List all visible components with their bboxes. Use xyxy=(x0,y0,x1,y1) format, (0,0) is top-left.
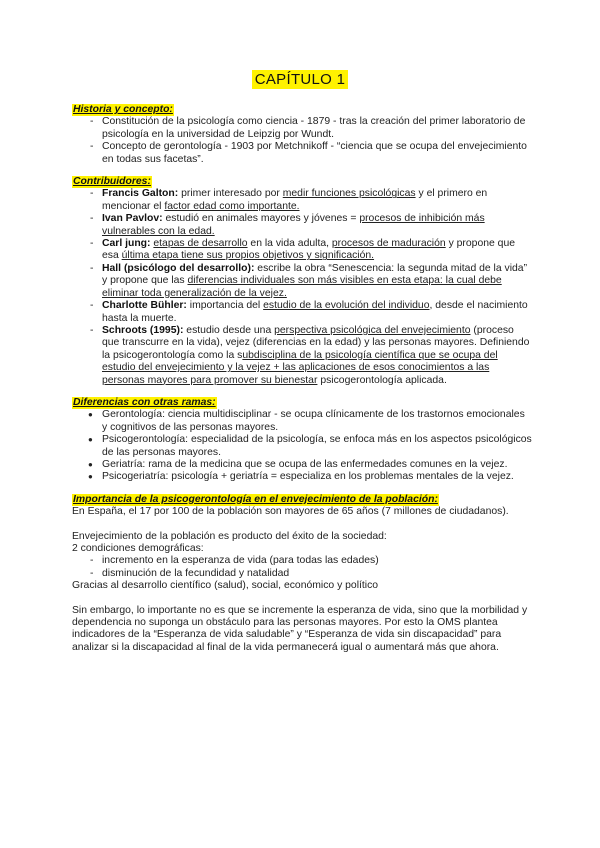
underlined-text: procesos de inhibición más vulnerables con la edad. xyxy=(102,213,485,237)
contributors-list xyxy=(72,188,532,387)
underlined-text: etapas de desarrollo xyxy=(153,238,248,250)
section-importance xyxy=(72,494,532,654)
contributor-name: Charlotte Bühler: xyxy=(102,300,187,312)
contributor-pavlov xyxy=(72,213,532,238)
history-list xyxy=(72,116,532,166)
section-heading-differences: Diferencias con otras ramas: xyxy=(73,396,216,408)
text: y propone que esa xyxy=(102,238,516,262)
contributor-name: Schroots (1995): xyxy=(102,324,184,336)
document-body xyxy=(72,104,532,664)
contributor-name: Carl jung: xyxy=(102,238,151,250)
text: psicogerontología aplicada. xyxy=(317,374,447,386)
paragraph-conditions: 2 condiciones demográficas: xyxy=(72,543,204,554)
paragraph-thanks: Gracias al desarrollo científico (salud), social, económico y político xyxy=(72,580,379,592)
list-item: - incremento en la esperanza de vida (para todas las edades) xyxy=(72,555,532,567)
chapter-title: CAPÍTULO 1 xyxy=(252,70,349,89)
contributor-hall xyxy=(72,263,532,300)
contributor-name: Francis Galton: xyxy=(102,188,179,200)
text: , desde el nacimiento hasta la muerte. xyxy=(102,300,528,324)
contributor-buhler xyxy=(72,300,532,325)
list-item: ● Psicogerontología: especialidad de la psicología, se enfoca más en los aspectos psicológicos de las personas mayores. xyxy=(72,434,532,459)
paragraph-oms: Sin embargo, lo importante no es que se incremente la esperanza de vida, sino que la morbilidad y dependencia no suponga un obstáculo para las personas mayores. Por esto la OMS plantea indicadores de la “Esperanza de vida saludable” y “Esperanza de vida sin discapacidad” para analizar si la discapacidad al final de la vida permanecerá igual o aumentará más que ahora. xyxy=(72,604,528,653)
contributor-galton xyxy=(72,188,532,213)
underlined-text: diferencias individuales son más visibles en esta etapa: la cual debe eliminar toda generalización de la vejez. xyxy=(102,275,502,299)
paragraph-aging: Envejecimiento de la población es producto del éxito de la sociedad: xyxy=(72,530,387,542)
underlined-text: última etapa tiene sus propios objetivos y significación. xyxy=(121,250,375,262)
section-heading-importance: Importancia de la psicogerontología en el envejecimiento de la población: xyxy=(73,493,438,505)
spacer xyxy=(72,519,532,531)
text: estudio desde una xyxy=(183,324,275,336)
list-item: ● Geriatría: rama de la medicina que se ocupa de las enfermedades comunes en la vejez. xyxy=(72,459,532,471)
contributor-schroots xyxy=(72,325,532,387)
list-item: - Constitución de la psicología como ciencia - 1879 - tras la creación del primer laboratorio de psicología en la universidad de Leipzig por Wundt. xyxy=(72,116,532,141)
text: importancia del xyxy=(186,300,264,312)
contributor-jung xyxy=(72,238,532,263)
underlined-text: factor edad como importante. xyxy=(164,200,300,212)
section-differences xyxy=(72,397,532,484)
text: en la vida adulta, xyxy=(247,238,332,250)
underlined-text: estudio de la evolución del individuo xyxy=(263,300,430,312)
text: escribe la obra “Senescencia: la segunda mitad de la vida” y propone que las xyxy=(102,262,528,287)
title-wrap xyxy=(0,70,600,89)
text: estudió en animales mayores y jóvenes = xyxy=(162,213,360,225)
section-history xyxy=(72,104,532,166)
list-item: - disminución de la fecundidad y natalidad xyxy=(72,568,532,580)
conditions-list xyxy=(72,555,532,580)
contributor-name: Hall (psicólogo del desarrollo): xyxy=(102,262,255,274)
list-item: ● Gerontología: ciencia multidisciplinar - se ocupa clínicamente de los trastornos emocionales y cognitivos de las personas mayores. xyxy=(72,409,532,434)
paragraph-spain: En España, el 17 por 100 de la población son mayores de 65 años (7 millones de ciudadanos). xyxy=(72,506,509,518)
spacer xyxy=(72,593,532,605)
text: (proceso que transcurre en la vida), vejez (diferencias en la edad) y las personas mayores. Definiendo la psicogerontología como la s xyxy=(102,324,530,361)
section-contributors xyxy=(72,176,532,387)
section-heading-contributors: Contribuidores: xyxy=(73,176,151,188)
underlined-text: medir funciones psicológicas xyxy=(282,188,416,200)
differences-list xyxy=(72,409,532,483)
underlined-text: procesos de maduración xyxy=(331,238,446,250)
text: y el primero en mencionar el xyxy=(102,188,488,212)
text: primer interesado por xyxy=(178,188,283,200)
contributor-name: Ivan Pavlov: xyxy=(102,213,163,225)
underlined-text: perspectiva psicológica del envejecimiento xyxy=(274,324,471,336)
section-heading-history: Historia y concepto: xyxy=(73,104,173,115)
list-item: ● Psicogeriatría: psicología + geriatría = especializa en los problemas mentales de la vejez. xyxy=(72,471,532,483)
list-item: - Concepto de gerontología - 1903 por Metchnikoff - “ciencia que se ocupa del envejecimiento en todas sus facetas”. xyxy=(72,141,532,166)
underlined-text: ubdisciplina de la psicología científica que se ocupa del estudio del envejecimiento y la vejez + las aplicaciones de esos conocimientos a las personas mayores para promover su bienestar xyxy=(102,349,498,386)
